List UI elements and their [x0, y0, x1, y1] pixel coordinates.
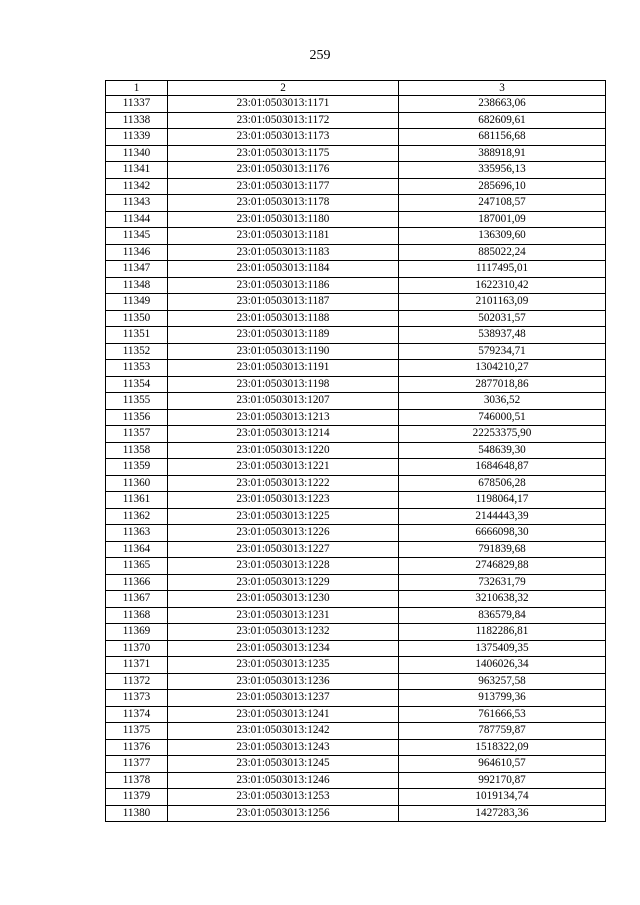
- table-row: [106, 178, 606, 195]
- table-row: [106, 294, 606, 311]
- value-cell: 388918,91: [399, 145, 606, 162]
- row-number-cell: 11353: [106, 360, 168, 377]
- cadastral-number-cell: 23:01:0503013:1235: [168, 657, 399, 674]
- cadastral-number-cell: 23:01:0503013:1178: [168, 195, 399, 212]
- row-number-cell: 11344: [106, 211, 168, 228]
- value-cell: 1198064,17: [399, 492, 606, 509]
- table-row: [106, 360, 606, 377]
- table-row: [106, 739, 606, 756]
- value-cell: 1622310,42: [399, 277, 606, 294]
- cadastral-number-cell: 23:01:0503013:1231: [168, 607, 399, 624]
- table-row: [106, 624, 606, 641]
- cadastral-number-cell: 23:01:0503013:1253: [168, 789, 399, 806]
- value-cell: 913799,36: [399, 690, 606, 707]
- table-header: [106, 81, 606, 96]
- row-number-cell: 11357: [106, 426, 168, 443]
- cadastral-number-cell: 23:01:0503013:1175: [168, 145, 399, 162]
- row-number-cell: 11375: [106, 723, 168, 740]
- row-number-cell: 11339: [106, 129, 168, 146]
- value-cell: 3210638,32: [399, 591, 606, 608]
- row-number-cell: 11376: [106, 739, 168, 756]
- value-cell: 2877018,86: [399, 376, 606, 393]
- cadastral-number-cell: 23:01:0503013:1171: [168, 96, 399, 113]
- cadastral-number-cell: 23:01:0503013:1223: [168, 492, 399, 509]
- cadastral-number-cell: 23:01:0503013:1214: [168, 426, 399, 443]
- value-cell: 681156,68: [399, 129, 606, 146]
- table-row: [106, 673, 606, 690]
- value-cell: 787759,87: [399, 723, 606, 740]
- cadastral-number-cell: 23:01:0503013:1173: [168, 129, 399, 146]
- row-number-cell: 11374: [106, 706, 168, 723]
- header-row: [106, 81, 606, 96]
- row-number-cell: 11349: [106, 294, 168, 311]
- value-cell: 22253375,90: [399, 426, 606, 443]
- value-cell: 963257,58: [399, 673, 606, 690]
- value-cell: 1182286,81: [399, 624, 606, 641]
- table-row: [106, 706, 606, 723]
- value-cell: 548639,30: [399, 442, 606, 459]
- column-header-2: 2: [168, 81, 399, 96]
- row-number-cell: 11350: [106, 310, 168, 327]
- row-number-cell: 11380: [106, 805, 168, 822]
- cadastral-number-cell: 23:01:0503013:1234: [168, 640, 399, 657]
- value-cell: 964610,57: [399, 756, 606, 773]
- row-number-cell: 11368: [106, 607, 168, 624]
- row-number-cell: 11341: [106, 162, 168, 179]
- row-number-cell: 11359: [106, 459, 168, 476]
- value-cell: 791839,68: [399, 541, 606, 558]
- table-row: [106, 442, 606, 459]
- table-row: [106, 162, 606, 179]
- value-cell: 579234,71: [399, 343, 606, 360]
- row-number-cell: 11371: [106, 657, 168, 674]
- table-row: [106, 657, 606, 674]
- row-number-cell: 11342: [106, 178, 168, 195]
- row-number-cell: 11365: [106, 558, 168, 575]
- table-row: [106, 129, 606, 146]
- row-number-cell: 11370: [106, 640, 168, 657]
- table-row: [106, 343, 606, 360]
- cadastral-number-cell: 23:01:0503013:1189: [168, 327, 399, 344]
- value-cell: 761666,53: [399, 706, 606, 723]
- value-cell: 682609,61: [399, 112, 606, 129]
- table-row: [106, 756, 606, 773]
- value-cell: 1117495,01: [399, 261, 606, 278]
- value-cell: 678506,28: [399, 475, 606, 492]
- value-cell: 1427283,36: [399, 805, 606, 822]
- value-cell: 732631,79: [399, 574, 606, 591]
- value-cell: 136309,60: [399, 228, 606, 245]
- row-number-cell: 11340: [106, 145, 168, 162]
- row-number-cell: 11369: [106, 624, 168, 641]
- table-row: [106, 261, 606, 278]
- cadastral-number-cell: 23:01:0503013:1243: [168, 739, 399, 756]
- row-number-cell: 11377: [106, 756, 168, 773]
- cadastral-number-cell: 23:01:0503013:1172: [168, 112, 399, 129]
- row-number-cell: 11356: [106, 409, 168, 426]
- cadastral-number-cell: 23:01:0503013:1213: [168, 409, 399, 426]
- cadastral-number-cell: 23:01:0503013:1207: [168, 393, 399, 410]
- table-row: [106, 690, 606, 707]
- data-table: [105, 80, 606, 822]
- cadastral-number-cell: 23:01:0503013:1180: [168, 211, 399, 228]
- table-row: [106, 376, 606, 393]
- table-row: [106, 310, 606, 327]
- value-cell: 2746829,88: [399, 558, 606, 575]
- row-number-cell: 11345: [106, 228, 168, 245]
- table-row: [106, 541, 606, 558]
- row-number-cell: 11354: [106, 376, 168, 393]
- table-row: [106, 211, 606, 228]
- value-cell: 746000,51: [399, 409, 606, 426]
- row-number-cell: 11355: [106, 393, 168, 410]
- cadastral-number-cell: 23:01:0503013:1222: [168, 475, 399, 492]
- row-number-cell: 11366: [106, 574, 168, 591]
- table-row: [106, 244, 606, 261]
- cadastral-number-cell: 23:01:0503013:1221: [168, 459, 399, 476]
- table-row: [106, 426, 606, 443]
- table-row: [106, 145, 606, 162]
- row-number-cell: 11352: [106, 343, 168, 360]
- table-row: [106, 277, 606, 294]
- value-cell: 836579,84: [399, 607, 606, 624]
- cadastral-number-cell: 23:01:0503013:1230: [168, 591, 399, 608]
- row-number-cell: 11358: [106, 442, 168, 459]
- cadastral-number-cell: 23:01:0503013:1191: [168, 360, 399, 377]
- cadastral-number-cell: 23:01:0503013:1236: [168, 673, 399, 690]
- table-row: [106, 591, 606, 608]
- value-cell: 2144443,39: [399, 508, 606, 525]
- table-row: [106, 558, 606, 575]
- row-number-cell: 11351: [106, 327, 168, 344]
- value-cell: 247108,57: [399, 195, 606, 212]
- value-cell: 538937,48: [399, 327, 606, 344]
- table-row: [106, 607, 606, 624]
- value-cell: 1684648,87: [399, 459, 606, 476]
- cadastral-number-cell: 23:01:0503013:1232: [168, 624, 399, 641]
- cadastral-number-cell: 23:01:0503013:1184: [168, 261, 399, 278]
- table-row: [106, 112, 606, 129]
- table-row: [106, 574, 606, 591]
- cadastral-number-cell: 23:01:0503013:1245: [168, 756, 399, 773]
- value-cell: 1304210,27: [399, 360, 606, 377]
- value-cell: 1019134,74: [399, 789, 606, 806]
- cadastral-number-cell: 23:01:0503013:1188: [168, 310, 399, 327]
- table-row: [106, 772, 606, 789]
- table-body: [106, 96, 606, 822]
- cadastral-number-cell: 23:01:0503013:1242: [168, 723, 399, 740]
- row-number-cell: 11372: [106, 673, 168, 690]
- cadastral-number-cell: 23:01:0503013:1220: [168, 442, 399, 459]
- value-cell: 2101163,09: [399, 294, 606, 311]
- table-row: [106, 327, 606, 344]
- table-row: [106, 508, 606, 525]
- value-cell: 238663,06: [399, 96, 606, 113]
- cadastral-number-cell: 23:01:0503013:1186: [168, 277, 399, 294]
- row-number-cell: 11362: [106, 508, 168, 525]
- table-row: [106, 640, 606, 657]
- row-number-cell: 11337: [106, 96, 168, 113]
- cadastral-number-cell: 23:01:0503013:1226: [168, 525, 399, 542]
- value-cell: 187001,09: [399, 211, 606, 228]
- value-cell: 1518322,09: [399, 739, 606, 756]
- row-number-cell: 11347: [106, 261, 168, 278]
- table-row: [106, 393, 606, 410]
- table-row: [106, 195, 606, 212]
- table-row: [106, 525, 606, 542]
- table-row: [106, 805, 606, 822]
- table-row: [106, 723, 606, 740]
- cadastral-number-cell: 23:01:0503013:1246: [168, 772, 399, 789]
- page-number: 259: [309, 48, 331, 63]
- value-cell: 6666098,30: [399, 525, 606, 542]
- cadastral-number-cell: 23:01:0503013:1198: [168, 376, 399, 393]
- value-cell: 3036,52: [399, 393, 606, 410]
- cadastral-number-cell: 23:01:0503013:1229: [168, 574, 399, 591]
- row-number-cell: 11343: [106, 195, 168, 212]
- cadastral-number-cell: 23:01:0503013:1227: [168, 541, 399, 558]
- row-number-cell: 11379: [106, 789, 168, 806]
- row-number-cell: 11363: [106, 525, 168, 542]
- row-number-cell: 11346: [106, 244, 168, 261]
- cadastral-number-cell: 23:01:0503013:1183: [168, 244, 399, 261]
- value-cell: 335956,13: [399, 162, 606, 179]
- table-row: [106, 459, 606, 476]
- table-row: [106, 96, 606, 113]
- value-cell: 285696,10: [399, 178, 606, 195]
- column-header-3: 3: [399, 81, 606, 96]
- table-row: [106, 409, 606, 426]
- cadastral-number-cell: 23:01:0503013:1177: [168, 178, 399, 195]
- cadastral-number-cell: 23:01:0503013:1241: [168, 706, 399, 723]
- row-number-cell: 11360: [106, 475, 168, 492]
- cadastral-number-cell: 23:01:0503013:1256: [168, 805, 399, 822]
- value-cell: 502031,57: [399, 310, 606, 327]
- row-number-cell: 11348: [106, 277, 168, 294]
- column-header-1: 1: [106, 81, 168, 96]
- cadastral-number-cell: 23:01:0503013:1190: [168, 343, 399, 360]
- value-cell: 885022,24: [399, 244, 606, 261]
- row-number-cell: 11378: [106, 772, 168, 789]
- cadastral-number-cell: 23:01:0503013:1176: [168, 162, 399, 179]
- row-number-cell: 11361: [106, 492, 168, 509]
- cadastral-number-cell: 23:01:0503013:1187: [168, 294, 399, 311]
- cadastral-number-cell: 23:01:0503013:1228: [168, 558, 399, 575]
- cadastral-number-cell: 23:01:0503013:1237: [168, 690, 399, 707]
- value-cell: 992170,87: [399, 772, 606, 789]
- table-row: [106, 228, 606, 245]
- table-row: [106, 492, 606, 509]
- cadastral-number-cell: 23:01:0503013:1225: [168, 508, 399, 525]
- cadastral-number-cell: 23:01:0503013:1181: [168, 228, 399, 245]
- table-row: [106, 475, 606, 492]
- row-number-cell: 11338: [106, 112, 168, 129]
- value-cell: 1375409,35: [399, 640, 606, 657]
- row-number-cell: 11373: [106, 690, 168, 707]
- row-number-cell: 11364: [106, 541, 168, 558]
- value-cell: 1406026,34: [399, 657, 606, 674]
- table-row: [106, 789, 606, 806]
- row-number-cell: 11367: [106, 591, 168, 608]
